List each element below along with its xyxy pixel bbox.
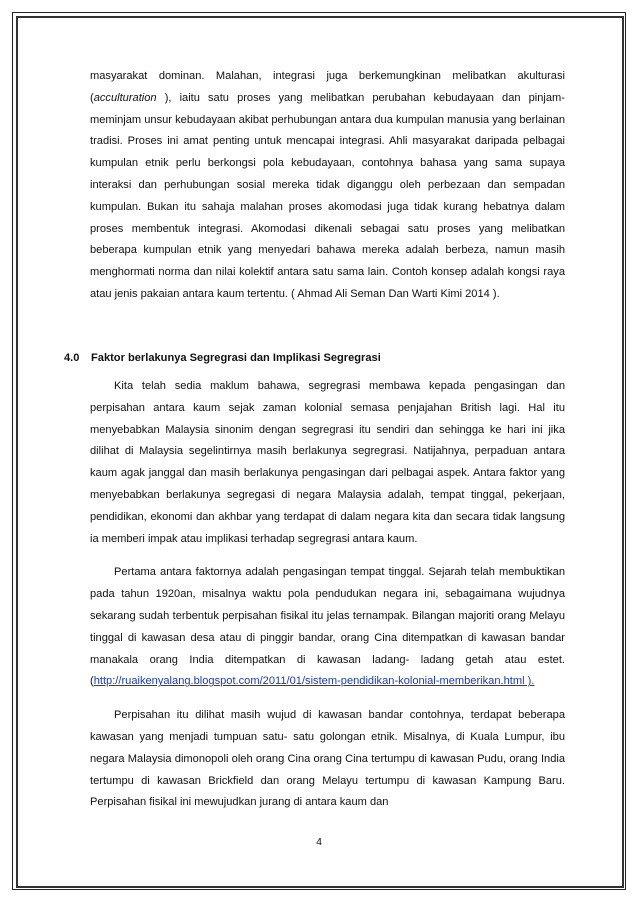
paragraph-text: ), iaitu satu proses yang melibatkan perubahan kebudayaan dan pinjam-meminjam unsur kebudayaan akibat perhubungan antara dua kumpulan manusia yang berlainan tradisi. Proses ini amat penting untuk mencapai integrasi. Ahli masyarakat daripada pelbagai kumpulan etnik perlu berkongsi pola kebudayaan, contohnya bahasa yang sama supaya interaksi dan perhubungan sosial mereka tidak diganggu oleh perbezaan dan sempadan kumpulan. Bukan itu sahaja malahan proses akomodasi juga tidak kurang hebatnya dalam proses membentuk integrasi. Akomodasi dikenali sebagai satu proses yang melibatkan beberapa kumpulan etnik yang menyedari bahawa mereka adalah berbeza, namun masih menghormati norma dan nilai kolektif antara satu sama lain. Contoh konsep adalah kongsi raya atau jenis pakaian antara kaum tertentu. ( Ahmad Ali Seman Dan Warti Kimi 2014 ). [90,91,565,300]
section-number: 4.0 [64,352,80,364]
section-title: Faktor berlakunya Segregrasi dan Implikasi Segregrasi [91,352,381,364]
paragraph-text: masyarakat dominan. Malahan, integrasi juga berkemungkinan melibatkan akulturasi ( [90,70,565,104]
section-heading [64,352,381,364]
reference-link[interactable]: http://ruaikenyalang.blogspot.com/2011/01/sistem-pendidikan-kolonial-memberikan.html ). [93,675,535,688]
paragraph-tempat-tinggal [90,562,565,693]
section-1-body [90,66,565,306]
italic-term: acculturation [93,91,157,104]
paragraph-text: Pertama antara faktornya adalah pengasingan tempat tinggal. Sejarah telah membuktikan pada tahun 1920an, misalnya waktu pola pendudukan negara ini, sebagaimana wujudnya sekarang sudah terbentuk perpisahan fisikal itu jelas ternampak. Bilangan majoriti orang Melayu tinggal di kawasan desa atau di pinggir bandar, orang Cina ditempatkan di kawasan bandar manakala orang India ditempatkan di kawasan ladang- ladang getah atau estet. ( [90,566,565,688]
section-2-body [90,376,565,814]
paragraph-akulturasi [90,66,565,306]
paragraph-perpisahan: Perpisahan itu dilihat masih wujud di kawasan bandar contohnya, terdapat beberapa kawasan yang menjadi tumpuan satu- satu golongan etnik. Misalnya, di Kuala Lumpur, ibu negara Malaysia dimonopoli oleh orang Cina orang Cina tertumpu di kawasan Pudu, orang India tertumpu di kawasan Brickfield dan orang Melayu tertumpu di kawasan Kampung Baru. Perpisahan fisikal ini mewujudkan jurang di antara kaum dan [90,709,565,809]
paragraph-intro: Kita telah sedia maklum bahawa, segregrasi membawa kepada pengasingan dan perpisahan antara kaum sejak zaman kolonial semasa penjajahan British lagi. Hal itu menyebabkan Malaysia sinonim dengan segregrasi itu sendiri dan sehingga ke hari ini jika dilihat di Malaysia segelintirnya masih berlakunya segregrasi. Natijahnya, perpaduan antara kaum agak janggal dan masih berlakunya pengasingan dari pelbagai aspek. Antara faktor yang menyebabkan berlakunya segregasi di negara Malaysia adalah, tempat tinggal, pekerjaan, pendidikan, ekonomi dan akhbar yang terdapat di dalam negara kita dan secara tidak langsung ia memberi impak atau implikasi terhadap segregrasi antara kaum. [90,380,565,545]
page-number: 4 [316,836,322,848]
